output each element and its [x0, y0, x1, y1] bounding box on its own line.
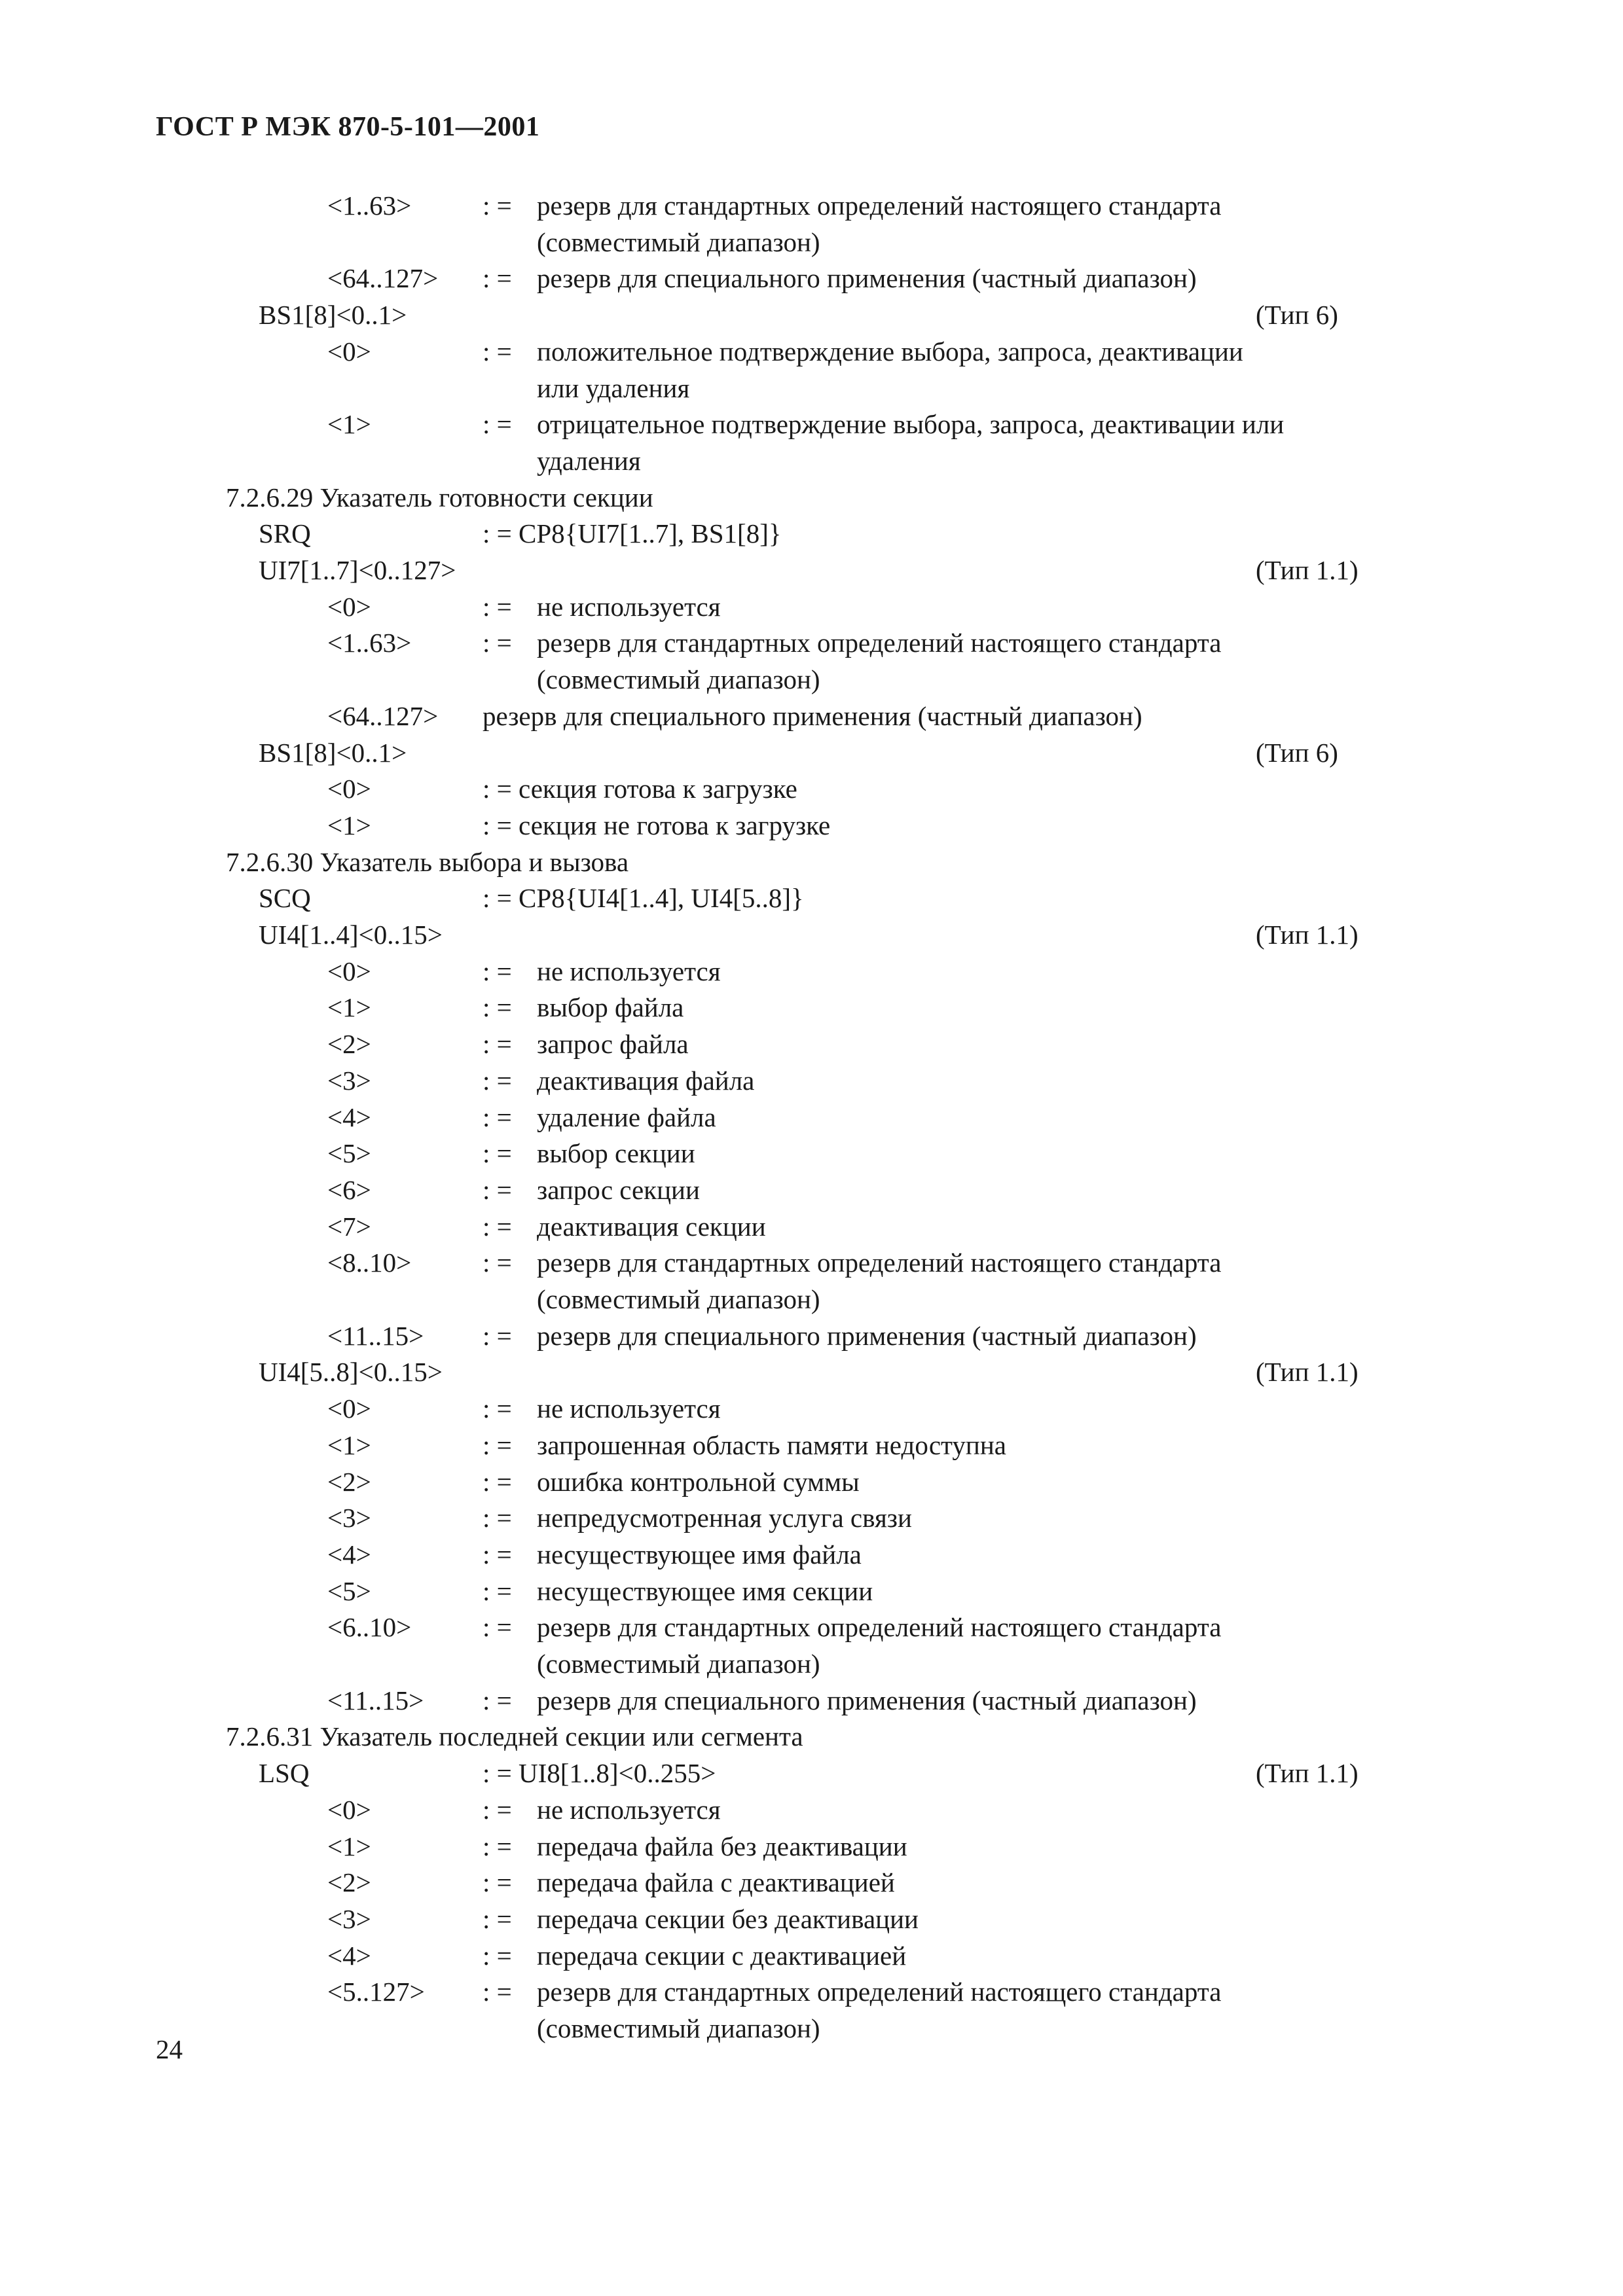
page-number: 24 — [156, 2034, 183, 2064]
section-heading: 7.2.6.29 Указатель готовности секции — [226, 482, 653, 512]
definition-expression: : = секция не готова к загрузке — [483, 810, 831, 840]
value-code: <3> — [327, 1503, 371, 1533]
assign-symbol: : = — [483, 1904, 512, 1934]
assign-symbol: : = — [483, 1029, 512, 1059]
definition-expression: резерв для специального применения (частный диапазон) — [483, 701, 1142, 731]
assign-symbol: : = — [483, 1175, 512, 1205]
value-code: <4> — [327, 1941, 371, 1971]
value-code: <1> — [327, 810, 371, 840]
definition-row — [0, 1500, 1623, 1536]
definition-text: резерв для стандартных определений настоящего стандарта — [537, 1977, 1222, 2007]
type-annotation: (Тип 1.1) — [1256, 1357, 1359, 1387]
definition-row — [0, 1938, 1623, 1974]
definition-text: передача файла без деактивации — [537, 1831, 907, 1861]
definition-row — [0, 1974, 1623, 2010]
definition-text: резерв для специального применения (частный диапазон) — [537, 263, 1197, 293]
assign-symbol: : = — [483, 628, 512, 658]
value-code: <1> — [327, 1430, 371, 1460]
definition-row — [0, 735, 1623, 771]
definition-text: запрос секции — [537, 1175, 700, 1205]
definition-row — [0, 1901, 1623, 1937]
value-code: <5..127> — [327, 1977, 425, 2007]
assign-symbol: : = — [483, 1831, 512, 1861]
type-annotation: (Тип 1.1) — [1256, 1758, 1359, 1788]
field-identifier: BS1[8]<0..1> — [259, 738, 407, 768]
document-header: ГОСТ Р МЭК 870-5-101—2001 — [156, 112, 540, 142]
definition-text: передача файла с деактивацией — [537, 1867, 895, 1897]
definition-row — [0, 334, 1623, 370]
assign-symbol: : = — [483, 992, 512, 1022]
definition-text: резерв для специального применения (частный диапазон) — [537, 1321, 1197, 1351]
value-code: <4> — [327, 1539, 371, 1570]
definition-expression: : = UI8[1..8]<0..255> — [483, 1758, 716, 1788]
definition-row — [0, 990, 1623, 1026]
definition-text: несуществующее имя файла — [537, 1539, 862, 1570]
value-code: <1> — [327, 409, 371, 439]
definition-text: не используется — [537, 1795, 721, 1825]
definition-row — [0, 1609, 1623, 1645]
definition-continuation — [0, 1282, 1623, 1318]
value-code: <0> — [327, 1393, 371, 1424]
definition-text: (совместимый диапазон) — [537, 1284, 820, 1314]
definition-continuation — [0, 1646, 1623, 1682]
definition-text: выбор файла — [537, 992, 684, 1022]
definition-text: резерв для стандартных определений настоящего стандарта — [537, 190, 1222, 221]
definition-row — [0, 1209, 1623, 1245]
definition-text: (совместимый диапазон) — [537, 1649, 820, 1679]
value-code: <0> — [327, 956, 371, 986]
definition-text: резерв для стандартных определений настоящего стандарта — [537, 1612, 1222, 1642]
definition-row — [0, 1537, 1623, 1573]
assign-symbol: : = — [483, 263, 512, 293]
value-code: <0> — [327, 1795, 371, 1825]
definition-continuation — [0, 443, 1623, 479]
definition-row — [0, 954, 1623, 990]
definition-text: запрошенная область памяти недоступна — [537, 1430, 1006, 1460]
definition-text: не используется — [537, 592, 721, 622]
definition-row — [0, 1683, 1623, 1719]
definition-row — [0, 260, 1623, 296]
definition-row — [0, 1172, 1623, 1208]
value-code: <64..127> — [327, 263, 439, 293]
definition-row — [0, 589, 1623, 625]
definition-text: не используется — [537, 1393, 721, 1424]
definition-text: выбор секции — [537, 1138, 695, 1168]
definition-row — [0, 1865, 1623, 1901]
definition-text: отрицательное подтверждение выбора, запроса, деактивации или — [537, 409, 1285, 439]
field-identifier: LSQ — [259, 1758, 310, 1788]
definition-text: (совместимый диапазон) — [537, 227, 820, 257]
definition-row — [0, 1136, 1623, 1172]
definition-text: передача секции без деактивации — [537, 1904, 919, 1934]
definition-row — [0, 406, 1623, 442]
assign-symbol: : = — [483, 1503, 512, 1533]
definition-expression: : = CP8{UI4[1..4], UI4[5..8]} — [483, 883, 804, 913]
definition-text: (совместимый диапазон) — [537, 664, 820, 694]
definition-row — [0, 698, 1623, 734]
field-identifier: SRQ — [259, 518, 311, 548]
value-code: <0> — [327, 774, 371, 804]
type-annotation: (Тип 1.1) — [1256, 920, 1359, 950]
definition-row — [0, 1026, 1623, 1062]
definition-text: непредусмотренная услуга связи — [537, 1503, 912, 1533]
definition-row — [0, 516, 1623, 552]
value-code: <0> — [327, 336, 371, 367]
definition-row — [0, 1245, 1623, 1281]
assign-symbol: : = — [483, 1576, 512, 1606]
definition-row — [0, 1100, 1623, 1136]
definition-row — [0, 1063, 1623, 1099]
definition-row — [0, 1318, 1623, 1354]
value-code: <3> — [327, 1904, 371, 1934]
definition-text: резерв для стандартных определений настоящего стандарта — [537, 1247, 1222, 1278]
assign-symbol: : = — [483, 1539, 512, 1570]
definition-row — [0, 1573, 1623, 1609]
definition-row — [0, 808, 1623, 844]
definition-text: запрос файла — [537, 1029, 689, 1059]
type-annotation: (Тип 6) — [1256, 738, 1338, 768]
definition-continuation — [0, 370, 1623, 406]
assign-symbol: : = — [483, 1685, 512, 1715]
definition-row — [0, 625, 1623, 661]
definition-expression: : = CP8{UI7[1..7], BS1[8]} — [483, 518, 782, 548]
field-identifier: BS1[8]<0..1> — [259, 300, 407, 330]
definition-row — [0, 1354, 1623, 1390]
value-code: <64..127> — [327, 701, 439, 731]
definition-expression: : = секция готова к загрузке — [483, 774, 797, 804]
assign-symbol: : = — [483, 592, 512, 622]
value-code: <11..15> — [327, 1321, 424, 1351]
definition-text: ошибка контрольной суммы — [537, 1467, 860, 1497]
definition-text: (совместимый диапазон) — [537, 2013, 820, 2043]
value-code: <1..63> — [327, 190, 412, 221]
value-code: <7> — [327, 1211, 371, 1242]
assign-symbol: : = — [483, 1321, 512, 1351]
value-code: <5> — [327, 1576, 371, 1606]
value-code: <2> — [327, 1467, 371, 1497]
definition-row — [0, 297, 1623, 333]
definition-row — [0, 1464, 1623, 1500]
field-identifier: UI7[1..7]<0..127> — [259, 555, 456, 585]
definition-row — [0, 188, 1623, 224]
definition-text: удаление файла — [537, 1102, 716, 1132]
value-code: <2> — [327, 1029, 371, 1059]
value-code: <1> — [327, 1831, 371, 1861]
definition-continuation — [0, 2011, 1623, 2047]
assign-symbol: : = — [483, 1977, 512, 2007]
definition-text: или удаления — [537, 373, 690, 403]
definition-row — [0, 1391, 1623, 1427]
value-code: <8..10> — [327, 1247, 412, 1278]
type-annotation: (Тип 1.1) — [1256, 555, 1359, 585]
assign-symbol: : = — [483, 1467, 512, 1497]
value-code: <6> — [327, 1175, 371, 1205]
assign-symbol: : = — [483, 1211, 512, 1242]
assign-symbol: : = — [483, 409, 512, 439]
value-code: <1> — [327, 992, 371, 1022]
definition-text: положительное подтверждение выбора, запроса, деактивации — [537, 336, 1243, 367]
field-identifier: SCQ — [259, 883, 311, 913]
assign-symbol: : = — [483, 190, 512, 221]
definition-text: резерв для специального применения (частный диапазон) — [537, 1685, 1197, 1715]
value-code: <0> — [327, 592, 371, 622]
assign-symbol: : = — [483, 1612, 512, 1642]
value-code: <5> — [327, 1138, 371, 1168]
definition-text: передача секции с деактивацией — [537, 1941, 907, 1971]
definition-row — [0, 1755, 1623, 1791]
definition-text: деактивация файла — [537, 1066, 755, 1096]
assign-symbol: : = — [483, 1941, 512, 1971]
assign-symbol: : = — [483, 956, 512, 986]
definition-text: деактивация секции — [537, 1211, 766, 1242]
field-identifier: UI4[5..8]<0..15> — [259, 1357, 443, 1387]
definition-text: резерв для стандартных определений настоящего стандарта — [537, 628, 1222, 658]
definition-row — [0, 917, 1623, 953]
definition-continuation — [0, 224, 1623, 260]
type-annotation: (Тип 6) — [1256, 300, 1338, 330]
assign-symbol: : = — [483, 1867, 512, 1897]
value-code: <2> — [327, 1867, 371, 1897]
value-code: <3> — [327, 1066, 371, 1096]
field-identifier: UI4[1..4]<0..15> — [259, 920, 443, 950]
value-code: <1..63> — [327, 628, 412, 658]
definition-row — [0, 1427, 1623, 1463]
definition-continuation — [0, 662, 1623, 698]
definition-row — [0, 1829, 1623, 1865]
assign-symbol: : = — [483, 1430, 512, 1460]
assign-symbol: : = — [483, 336, 512, 367]
section-heading: 7.2.6.31 Указатель последней секции или сегмента — [226, 1721, 803, 1751]
definition-row — [0, 1792, 1623, 1828]
assign-symbol: : = — [483, 1795, 512, 1825]
assign-symbol: : = — [483, 1247, 512, 1278]
value-code: <6..10> — [327, 1612, 412, 1642]
definition-row — [0, 771, 1623, 807]
value-code: <4> — [327, 1102, 371, 1132]
assign-symbol: : = — [483, 1138, 512, 1168]
definition-row — [0, 552, 1623, 588]
assign-symbol: : = — [483, 1066, 512, 1096]
assign-symbol: : = — [483, 1393, 512, 1424]
definition-text: не используется — [537, 956, 721, 986]
definition-text: несуществующее имя секции — [537, 1576, 873, 1606]
assign-symbol: : = — [483, 1102, 512, 1132]
definition-text: удаления — [537, 446, 641, 476]
definition-row — [0, 880, 1623, 916]
value-code: <11..15> — [327, 1685, 424, 1715]
section-heading: 7.2.6.30 Указатель выбора и вызова — [226, 847, 629, 877]
